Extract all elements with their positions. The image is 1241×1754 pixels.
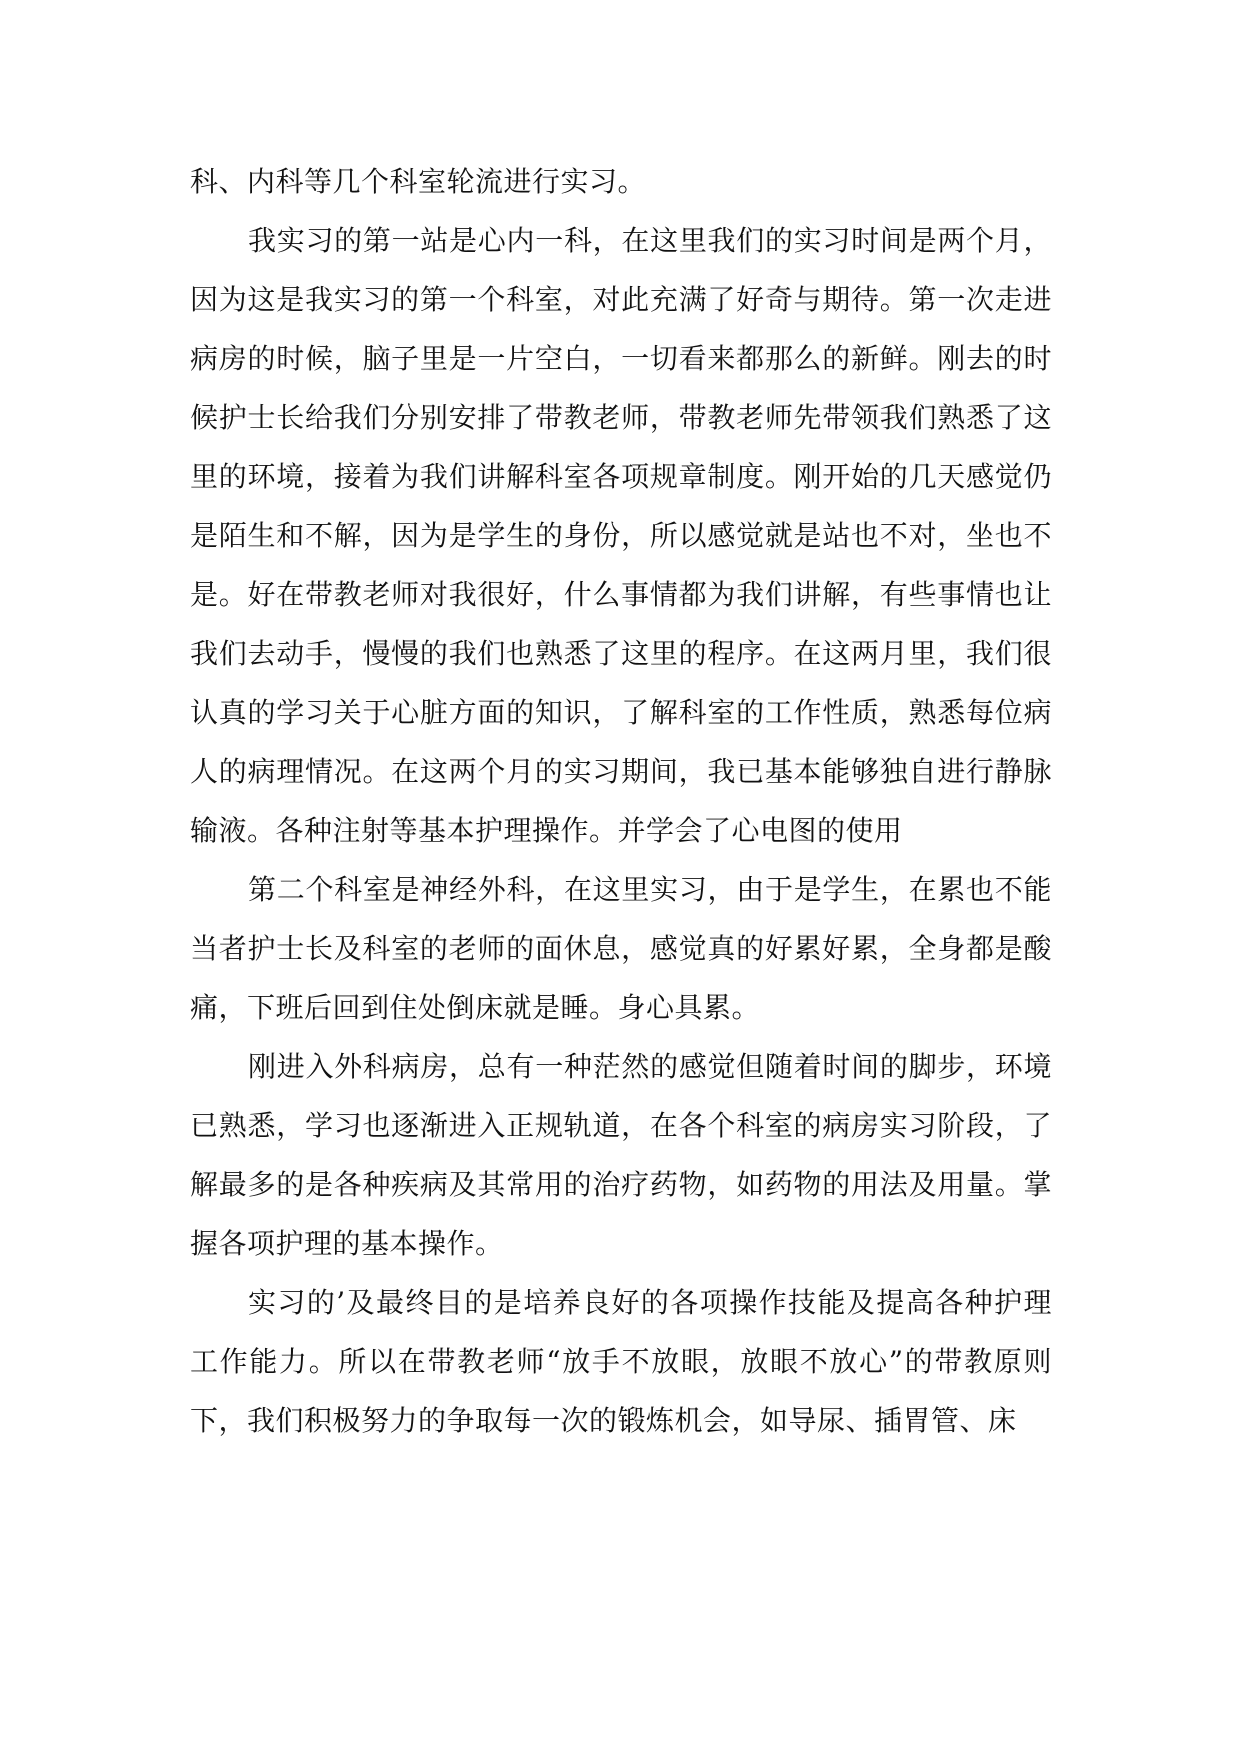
paragraph-surgical-ward: 刚进入外科病房，总有一种茫然的感觉但随着时间的脚步，环境已熟悉，学习也逐渐进入正规轨道，在各个科室的病房实习阶段，了解最多的是各种疾病及其常用的治疗药物，如药物的用法及用量。掌握各项护理的基本操作。 (190, 1050, 1052, 1260)
paragraph-continuation: 科、内科等几个科室轮流进行实习。 (190, 165, 647, 198)
paragraph-cardiology: 我实习的第一站是心内一科，在这里我们的实习时间是两个月，因为这是我实习的第一个科室，对此充满了好奇与期待。第一次走进病房的时候，脑子里是一片空白，一切看来都那么的新鲜。刚去的时候护士长给我们分别安排了带教老师，带教老师先带领我们熟悉了这里的环境，接着为我们讲解科室各项规章制度。刚开始的几天感觉仍是陌生和不解，因为是学生的身份，所以感觉就是站也不对，坐也不是。好在带教老师对我很好，什么事情都为我们讲解，有些事情也让我们去动手，慢慢的我们也熟悉了这里的程序。在这两月里，我们很认真的学习关于心脏方面的知识，了解科室的工作性质，熟悉每位病人的病理情况。在这两个月的实习期间，我已基本能够独自进行静脉输液。各种注射等基本护理操作。并学会了心电图的使用 (190, 224, 1052, 847)
paragraph-internship-goal: 实习的’及最终目的是培养良好的各项操作技能及提高各种护理工作能力。所以在带教老师“放手不放眼，放眼不放心”的带教原则下，我们积极努力的争取每一次的锻炼机会，如导尿、插胃管、床 (190, 1286, 1052, 1437)
paragraph-neurosurgery: 第二个科室是神经外科，在这里实习，由于是学生，在累也不能当者护士长及科室的老师的面休息，感觉真的好累好累，全身都是酸痛，下班后回到住处倒床就是睡。身心具累。 (190, 873, 1052, 1024)
document-body (190, 152, 1052, 1450)
